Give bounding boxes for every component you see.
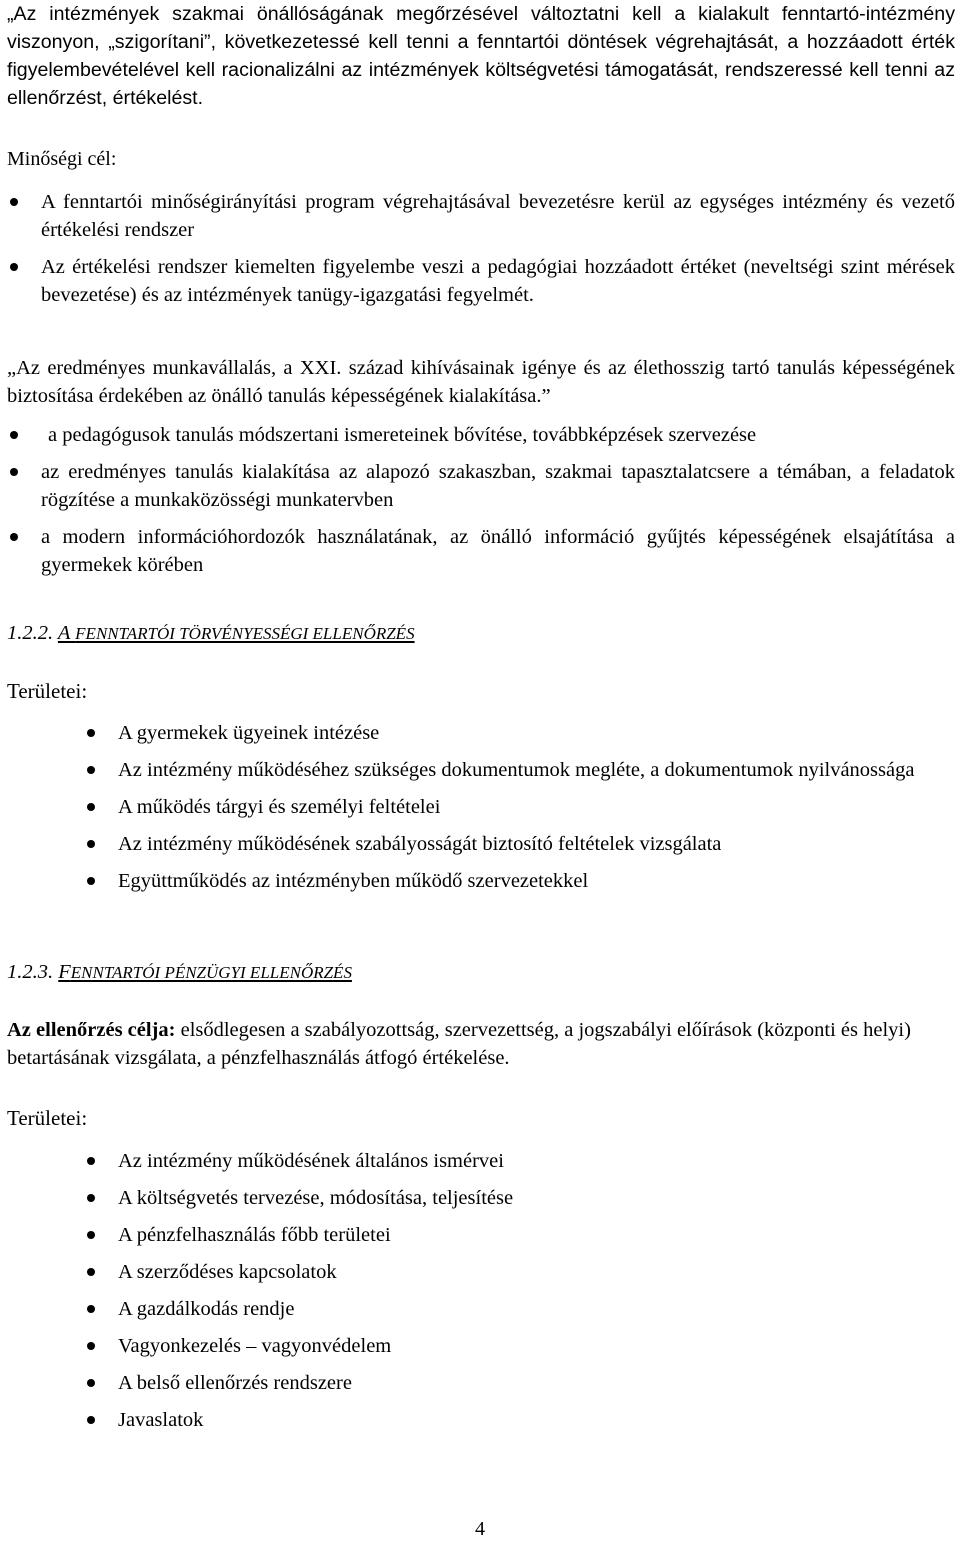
- list-item-text: A gazdálkodás rendje: [118, 1298, 295, 1320]
- list-item-text: Az intézmény működéséhez szükséges dokumentumok megléte, a dokumentumok nyilvánossága: [118, 759, 915, 781]
- list-item-text: Az értékelési rendszer kiemelten figyelembe veszi a pedagógiai hozzáadott értéket (neveltségi szint mérések bevezetése) és az intézmények tanügy-igazgatási fegyelmét.: [41, 256, 955, 306]
- intro-paragraph: „Az intézmények szakmai önállóságának megőrzésével változtatni kell a kialakult fenntartó-intézmény viszonyon, „szigorítani”, következetessé kell tenni a fenntartói döntések végrehajtását, a hozzáadott érték figyelembevételével kell racionalizálni az intézmények költségvetési támogatását, rendszeressé kell tenni az ellenőrzést, értékelést.: [7, 3, 955, 109]
- list-item: [7, 188, 955, 244]
- bullet-icon: [87, 766, 95, 774]
- areas-label: Területei:: [7, 1106, 88, 1130]
- list-item-text: A belső ellenőrzés rendszere: [118, 1372, 352, 1394]
- financial-control-areas-list: [84, 1147, 956, 1434]
- list-item: [84, 756, 956, 784]
- list-item: [84, 830, 956, 858]
- list-item-text: az eredményes tanulás kialakítása az alapozó szakaszban, szakmai tapasztalatcsere a témában, a feladatok rögzítése a munkaközösségi munkatervben: [41, 461, 955, 511]
- control-goal-label: Az ellenőrzés célja:: [7, 1019, 176, 1041]
- list-item-text: A fenntartói minőségirányítási program végrehajtásával bevezetésre kerül az egységes intézmény és vezető értékelési rendszer: [41, 191, 955, 241]
- areas-label: Területei:: [7, 679, 88, 703]
- list-item: [84, 1221, 956, 1249]
- bullet-icon: [87, 1194, 95, 1202]
- list-item: [84, 1332, 956, 1360]
- bullet-icon: [10, 431, 18, 439]
- bullet-icon: [87, 1305, 95, 1313]
- bullet-icon: [10, 468, 18, 476]
- bullet-icon: [87, 1379, 95, 1387]
- section-number: 1.2.3.: [7, 961, 54, 983]
- lifelong-learning-paragraph: „Az eredményes munkavállalás, a XXI. század kihívásainak igénye és az élethosszig tartó tanulás képességének biztosítása érdekében az önálló tanulás képességének kialakítása.”: [7, 357, 955, 407]
- list-item: [7, 421, 955, 449]
- list-item-text: A gyermekek ügyeinek intézése: [118, 722, 380, 744]
- list-item-text: Az intézmény működésének általános ismérvei: [118, 1150, 504, 1172]
- list-item-text: Az intézmény működésének szabályosságát biztosító feltételek vizsgálata: [118, 833, 722, 855]
- bullet-icon: [10, 198, 18, 206]
- bullet-icon: [87, 803, 95, 811]
- list-item-text: A szerződéses kapcsolatok: [118, 1261, 337, 1283]
- section-title: [58, 961, 352, 983]
- list-item-text: a modern információhordozók használatának, az önálló információ gyűjtés képességének elsajátítása a gyermekek körében: [41, 526, 955, 576]
- list-item-text: A pénzfelhasználás főbb területei: [118, 1224, 391, 1246]
- section-heading-1-2-2: [7, 619, 415, 648]
- list-item-text: Együttműködés az intézményben működő szervezetekkel: [118, 870, 589, 892]
- list-item: [84, 1184, 956, 1212]
- bullet-icon: [87, 1268, 95, 1276]
- bullet-icon: [87, 1416, 95, 1424]
- list-item: [7, 253, 955, 309]
- list-item-text: a pedagógusok tanulás módszertani ismereteinek bővítése, továbbképzések szervezése: [48, 424, 757, 446]
- control-goal-paragraph: [7, 1016, 955, 1072]
- section-title-initial: F: [58, 961, 71, 983]
- section-title: [58, 622, 415, 644]
- bullet-icon: [87, 877, 95, 885]
- list-item: [7, 458, 955, 514]
- list-item-text: Javaslatok: [118, 1409, 204, 1431]
- page-number: 4: [475, 1518, 485, 1540]
- section-title-rest: ENNTARTÓI PÉNZÜGYI ELLENŐRZÉS: [70, 963, 352, 982]
- bullet-icon: [87, 1157, 95, 1165]
- bullet-icon: [10, 263, 18, 271]
- list-item: [84, 1258, 956, 1286]
- list-item: [84, 793, 956, 821]
- section-heading-1-2-3: [7, 958, 352, 987]
- bullet-icon: [87, 840, 95, 848]
- list-item-text: A működés tárgyi és személyi feltételei: [118, 796, 441, 818]
- list-item: [84, 1406, 956, 1434]
- section-title-rest: FENNTARTÓI TÖRVÉNYESSÉGI ELLENŐRZÉS: [75, 624, 415, 643]
- list-item: [84, 719, 956, 747]
- list-item: [7, 523, 955, 579]
- list-item: [84, 1369, 956, 1397]
- list-item: [84, 1295, 956, 1323]
- legal-control-areas-list: [84, 719, 956, 895]
- list-item: [84, 867, 956, 895]
- bullet-icon: [10, 533, 18, 541]
- section-number: 1.2.2.: [7, 622, 54, 644]
- lifelong-learning-list: [7, 421, 955, 579]
- section-title-initial: A: [57, 622, 71, 644]
- list-item-text: A költségvetés tervezése, módosítása, teljesítése: [118, 1187, 514, 1209]
- quality-goal-label: Minőségi cél:: [7, 148, 117, 170]
- list-item-text: Vagyonkezelés – vagyonvédelem: [118, 1335, 392, 1357]
- bullet-icon: [87, 729, 95, 737]
- bullet-icon: [87, 1342, 95, 1350]
- bullet-icon: [87, 1231, 95, 1239]
- list-item: [84, 1147, 956, 1175]
- quality-goal-list: [7, 188, 955, 309]
- control-goal-text: elsődlegesen a szabályozottság, szervezettség, a jogszabályi előírások (központi és helyi) betartásának vizsgálata, a pénzfelhasználás átfogó értékelése.: [7, 1019, 911, 1069]
